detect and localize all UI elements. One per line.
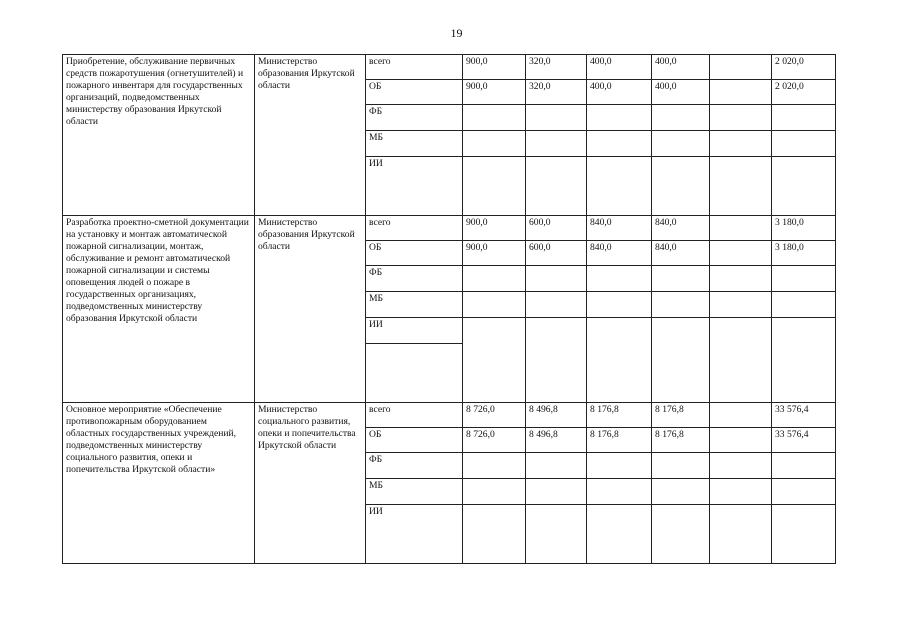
year-value: 900,0 <box>463 55 526 80</box>
total-value: 2 020,0 <box>772 80 836 105</box>
year-value <box>710 428 772 453</box>
year-value <box>652 479 710 505</box>
year-value <box>587 318 652 403</box>
budget-table <box>62 54 836 564</box>
year-value <box>710 403 772 428</box>
year-value <box>710 80 772 105</box>
year-value: 320,0 <box>526 80 587 105</box>
year-value <box>652 453 710 479</box>
year-value <box>587 479 652 505</box>
total-value <box>772 266 836 292</box>
year-value <box>587 505 652 564</box>
year-value <box>463 157 526 216</box>
year-value: 8 176,8 <box>652 403 710 428</box>
year-value <box>463 505 526 564</box>
year-value <box>526 105 587 131</box>
funding-source: ФБ <box>366 453 463 479</box>
total-value <box>772 292 836 318</box>
year-value: 400,0 <box>652 80 710 105</box>
year-value: 900,0 <box>463 80 526 105</box>
year-value <box>710 453 772 479</box>
year-value <box>587 105 652 131</box>
funding-source: ИИ <box>366 157 463 216</box>
year-value <box>710 292 772 318</box>
year-value: 8 496,8 <box>526 428 587 453</box>
year-value <box>463 453 526 479</box>
year-value <box>526 292 587 318</box>
year-value <box>710 55 772 80</box>
total-value: 33 576,4 <box>772 428 836 453</box>
year-value: 840,0 <box>587 216 652 241</box>
year-value <box>463 105 526 131</box>
year-value <box>526 266 587 292</box>
year-value <box>652 131 710 157</box>
funding-source: ИИ <box>366 318 463 344</box>
funding-source: всего <box>366 55 463 80</box>
year-value <box>710 241 772 266</box>
year-value: 8 176,8 <box>587 403 652 428</box>
table-row <box>63 403 836 428</box>
year-value: 8 176,8 <box>587 428 652 453</box>
year-value: 8 496,8 <box>526 403 587 428</box>
year-value <box>463 318 526 403</box>
funding-source: МБ <box>366 479 463 505</box>
year-value <box>710 131 772 157</box>
year-value <box>463 292 526 318</box>
year-value <box>710 157 772 216</box>
responsible-executor: Министерство образования Иркутской области <box>255 55 366 216</box>
year-value <box>710 105 772 131</box>
funding-source: всего <box>366 403 463 428</box>
year-value <box>710 318 772 403</box>
year-value: 840,0 <box>652 216 710 241</box>
table-row <box>63 216 836 241</box>
year-value <box>587 266 652 292</box>
year-value: 400,0 <box>587 80 652 105</box>
year-value: 8 176,8 <box>652 428 710 453</box>
total-value: 2 020,0 <box>772 55 836 80</box>
year-value <box>463 479 526 505</box>
year-value: 400,0 <box>652 55 710 80</box>
table-row <box>63 55 836 80</box>
year-value <box>526 453 587 479</box>
year-value <box>710 216 772 241</box>
funding-source: ФБ <box>366 266 463 292</box>
year-value: 8 726,0 <box>463 428 526 453</box>
funding-source: ОБ <box>366 428 463 453</box>
year-value <box>526 157 587 216</box>
year-value <box>526 131 587 157</box>
responsible-executor: Министерство образования Иркутской области <box>255 216 366 403</box>
year-value: 900,0 <box>463 216 526 241</box>
table-body <box>63 55 836 564</box>
year-value <box>652 266 710 292</box>
year-value: 600,0 <box>526 241 587 266</box>
year-value <box>526 318 587 403</box>
year-value: 8 726,0 <box>463 403 526 428</box>
year-value <box>526 505 587 564</box>
year-value <box>463 131 526 157</box>
funding-source: ФБ <box>366 105 463 131</box>
total-value: 33 576,4 <box>772 403 836 428</box>
year-value: 840,0 <box>652 241 710 266</box>
year-value <box>652 105 710 131</box>
year-value <box>652 292 710 318</box>
funding-source-blank <box>366 344 463 403</box>
year-value <box>652 157 710 216</box>
total-value <box>772 453 836 479</box>
year-value <box>710 505 772 564</box>
year-value: 840,0 <box>587 241 652 266</box>
year-value <box>587 292 652 318</box>
total-value <box>772 157 836 216</box>
funding-source: МБ <box>366 131 463 157</box>
funding-source: всего <box>366 216 463 241</box>
total-value <box>772 131 836 157</box>
activity-description: Основное мероприятие «Обеспечение противопожарным оборудованием областных государственных учреждений, подведомственных министерству социального развития, опеки и попечительства Иркутской области» <box>63 403 255 564</box>
total-value: 3 180,0 <box>772 216 836 241</box>
total-value: 3 180,0 <box>772 241 836 266</box>
year-value <box>710 266 772 292</box>
total-value <box>772 505 836 564</box>
year-value <box>587 157 652 216</box>
year-value <box>710 479 772 505</box>
activity-description: Разработка проектно-сметной документации на установку и монтаж автоматической пожарной сигнализации, монтаж, обслуживание и ремонт автоматической пожарной сигнализации и системы оповещения людей о пожаре в государственных организациях, подведомственных министерству образования Иркутской области <box>63 216 255 403</box>
funding-source: ОБ <box>366 241 463 266</box>
year-value: 600,0 <box>526 216 587 241</box>
funding-source: ИИ <box>366 505 463 564</box>
total-value <box>772 105 836 131</box>
page-number: 19 <box>450 26 463 40</box>
responsible-executor: Министерство социального развития, опеки и попечительства Иркутской области <box>255 403 366 564</box>
year-value <box>652 318 710 403</box>
total-value <box>772 318 836 403</box>
year-value <box>587 453 652 479</box>
year-value <box>587 131 652 157</box>
year-value <box>526 479 587 505</box>
year-value: 400,0 <box>587 55 652 80</box>
year-value <box>652 505 710 564</box>
year-value <box>463 266 526 292</box>
funding-source: ОБ <box>366 80 463 105</box>
total-value <box>772 479 836 505</box>
activity-description: Приобретение, обслуживание первичных средств пожаротушения (огнетушителей) и пожарного инвентаря для государственных организаций, подведомственных министерству образования Иркутской области <box>63 55 255 216</box>
year-value: 320,0 <box>526 55 587 80</box>
funding-source: МБ <box>366 292 463 318</box>
year-value: 900,0 <box>463 241 526 266</box>
